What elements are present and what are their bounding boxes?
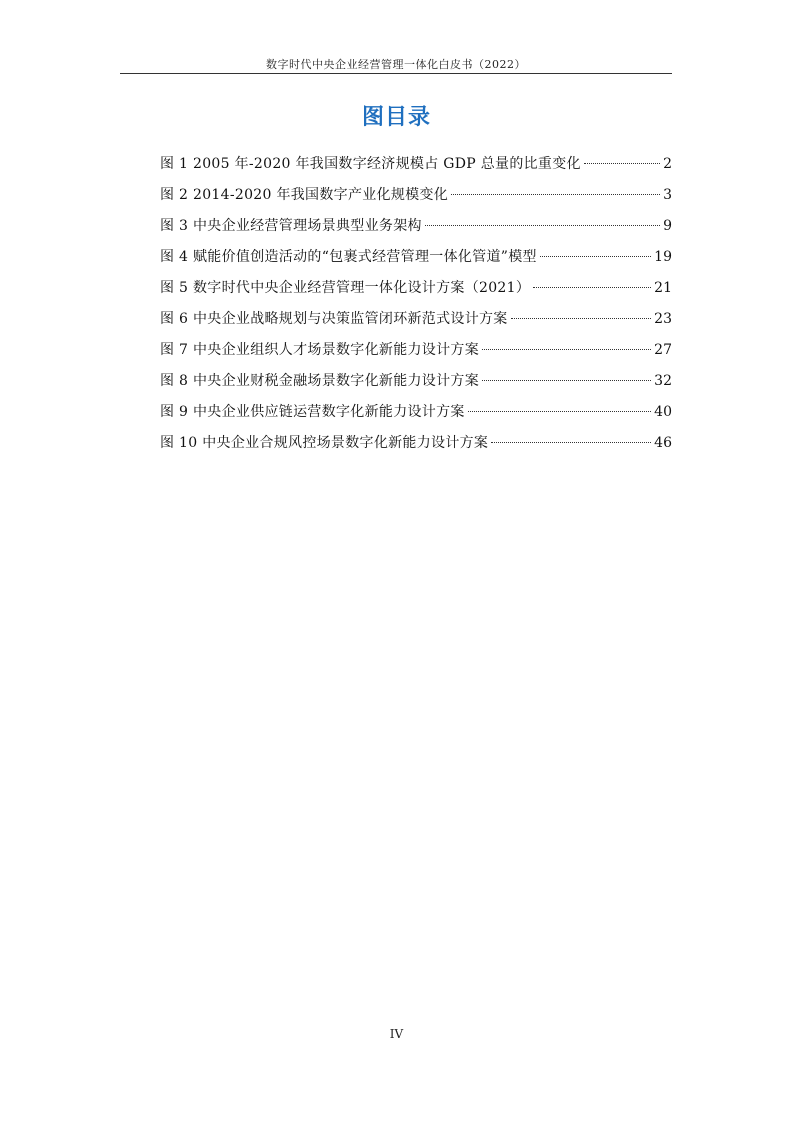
toc-entry-page: 3: [663, 187, 672, 203]
toc-entry-label: 图 5 数字时代中央企业经营管理一体化设计方案（2021）: [160, 280, 531, 296]
header-rule: [120, 73, 672, 74]
toc-entry-3[interactable]: [160, 214, 672, 245]
toc-entry-10[interactable]: [160, 431, 672, 462]
toc-entry-page: 23: [654, 311, 672, 327]
toc-entry-page: 9: [663, 218, 672, 234]
toc-leader-dots: [468, 411, 651, 412]
toc-entry-label: 图 7 中央企业组织人才场景数字化新能力设计方案: [160, 342, 480, 358]
toc-entry-page: 40: [654, 404, 672, 420]
toc-leader-dots: [482, 380, 651, 381]
toc-title: 图目录: [361, 105, 431, 130]
toc-entry-page: 27: [654, 342, 672, 358]
toc-entry-7[interactable]: [160, 338, 672, 369]
toc-entry-label: 图 9 中央企业供应链运营数字化新能力设计方案: [160, 404, 465, 420]
toc-entry-label: 图 4 赋能价值创造活动的“包裹式经营管理一体化管道”模型: [160, 249, 537, 265]
toc-leader-dots: [451, 194, 660, 195]
toc-leader-dots: [540, 256, 651, 257]
toc-entry-6[interactable]: [160, 307, 672, 338]
toc-entry-label: 图 10 中央企业合规风控场景数字化新能力设计方案: [160, 435, 489, 451]
toc-entry-label: 图 1 2005 年-2020 年我国数字经济规模占 GDP 总量的比重变化: [160, 156, 581, 172]
toc-entry-label: 图 3 中央企业经营管理场景典型业务架构: [160, 218, 422, 234]
toc-leader-dots: [491, 442, 651, 443]
toc-leader-dots: [533, 287, 651, 288]
toc-entry-1[interactable]: [160, 152, 672, 183]
toc-entry-2[interactable]: [160, 183, 672, 214]
page-number: IV: [389, 1027, 404, 1041]
toc-entry-label: 图 2 2014-2020 年我国数字产业化规模变化: [160, 187, 449, 203]
toc-leader-dots: [584, 163, 660, 164]
toc-leader-dots: [425, 225, 660, 226]
toc-entry-label: 图 8 中央企业财税金融场景数字化新能力设计方案: [160, 373, 480, 389]
toc-leader-dots: [511, 318, 652, 319]
toc-leader-dots: [482, 349, 651, 350]
toc-entry-page: 19: [654, 249, 672, 265]
toc-entry-page: 32: [654, 373, 672, 389]
figure-toc-list: [160, 152, 672, 462]
toc-entry-8[interactable]: [160, 369, 672, 400]
toc-entry-5[interactable]: [160, 276, 672, 307]
toc-entry-9[interactable]: [160, 400, 672, 431]
toc-entry-page: 2: [663, 156, 672, 172]
toc-entry-label: 图 6 中央企业战略规划与决策监管闭环新范式设计方案: [160, 311, 508, 327]
toc-entry-page: 46: [654, 435, 672, 451]
toc-entry-page: 21: [654, 280, 672, 296]
toc-entry-4[interactable]: [160, 245, 672, 276]
running-header: 数字时代中央企业经营管理一体化白皮书（2022）: [266, 58, 526, 71]
